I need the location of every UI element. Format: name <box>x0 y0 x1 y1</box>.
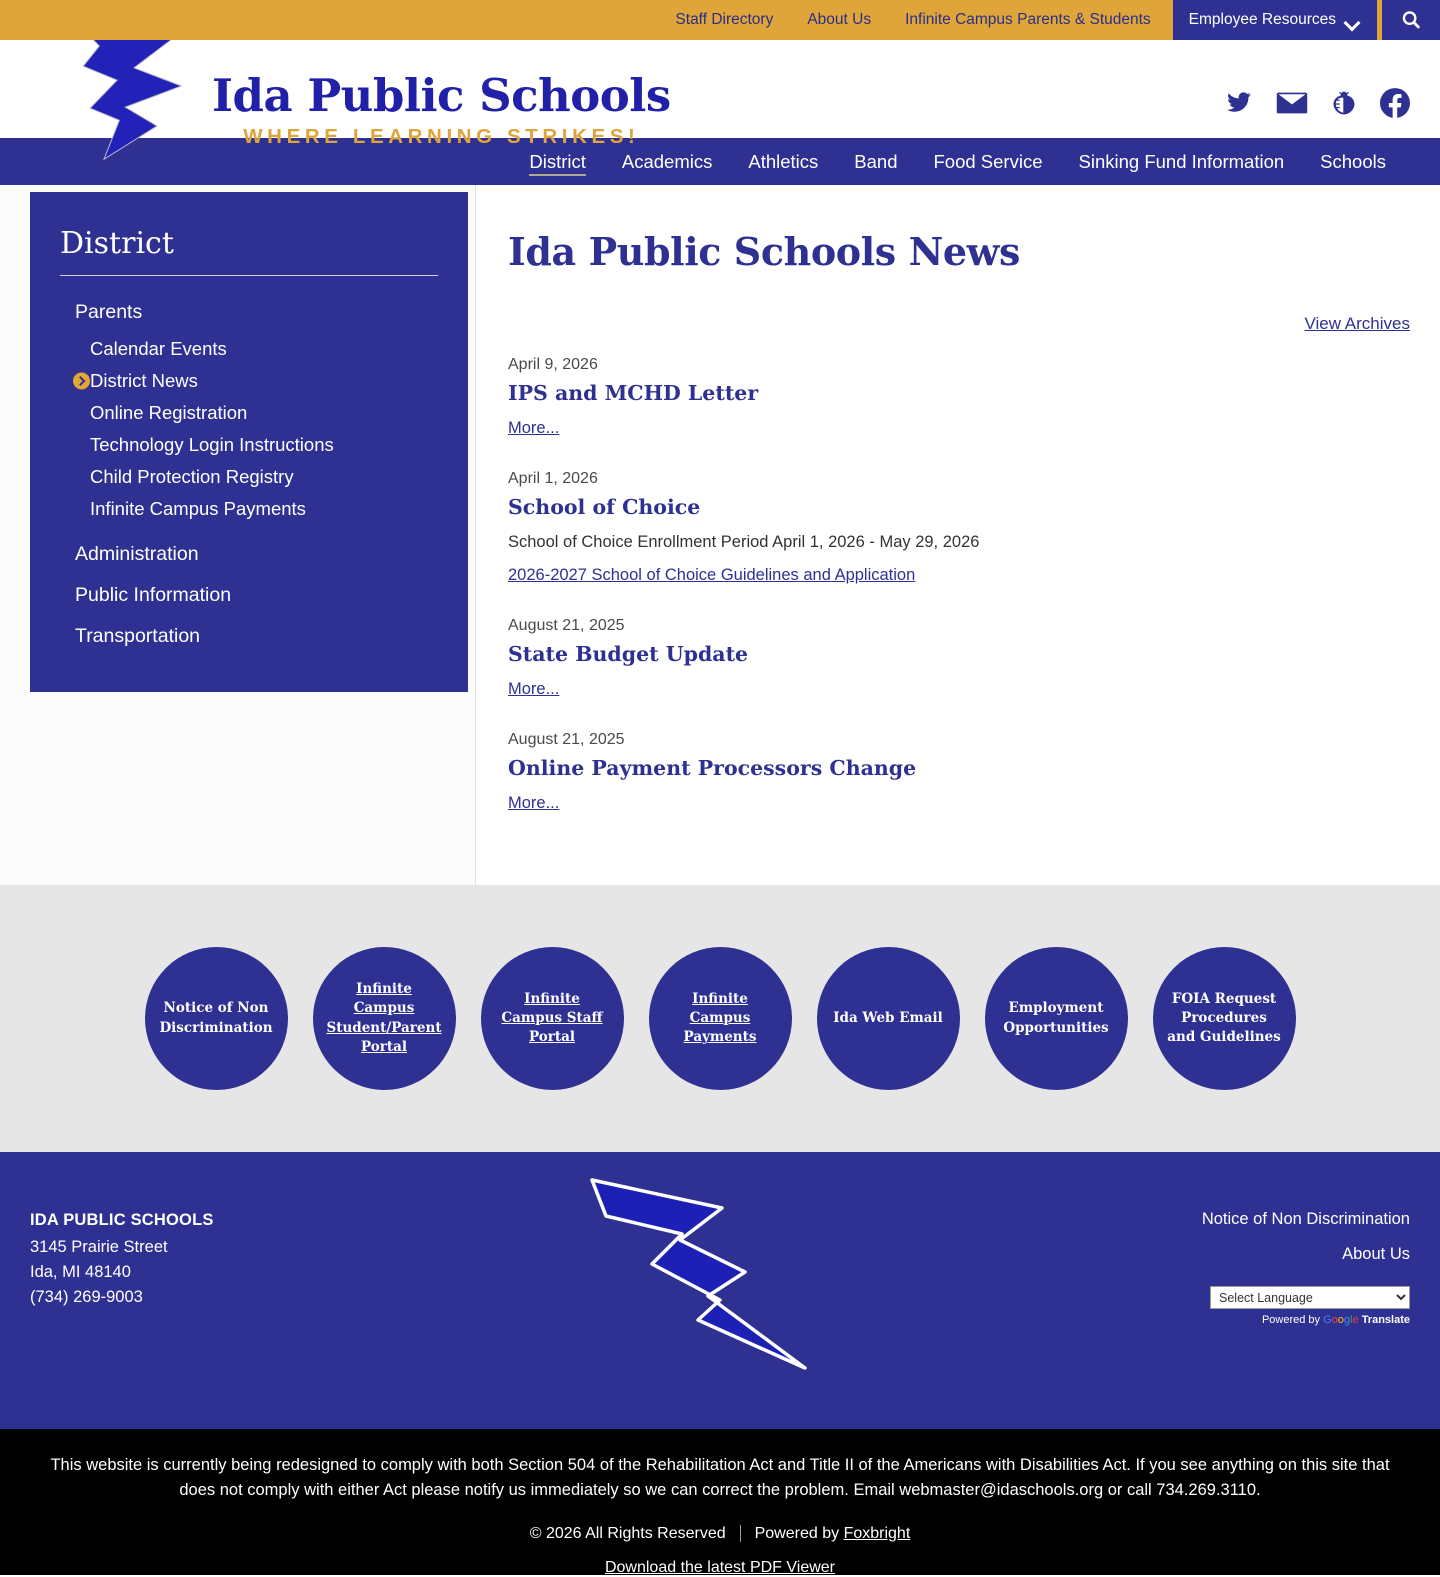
news-item <box>508 731 1410 813</box>
language-select[interactable] <box>1210 1286 1410 1309</box>
utility-link-staff-directory[interactable]: Staff Directory <box>675 11 774 28</box>
employee-resources-label: Employee Resources <box>1188 11 1336 28</box>
news-title-link[interactable]: School of Choice <box>508 495 701 519</box>
news-item <box>508 470 1410 585</box>
nav-item-district[interactable]: District <box>511 138 604 185</box>
quick-link-infinite-campus-staff-portal[interactable] <box>481 947 624 1090</box>
lightning-bolt-icon <box>570 1168 870 1408</box>
infinite-campus-icon[interactable] <box>1330 89 1358 117</box>
sidebar-item-online-registration[interactable]: Online Registration <box>90 402 248 423</box>
sidebar-item-infinite-campus-payments[interactable]: Infinite Campus Payments <box>90 498 306 519</box>
footer-links-column <box>1202 1208 1410 1429</box>
logo-tagline: WHERE LEARNING STRIKES! <box>243 124 640 148</box>
utility-link-infinite-campus-parents-students[interactable]: Infinite Campus Parents & Students <box>905 11 1151 28</box>
quick-link-notice-of-non-discrimination[interactable] <box>145 947 288 1090</box>
twitter-icon[interactable] <box>1224 90 1254 116</box>
site-footer <box>0 1152 1440 1429</box>
news-item <box>508 356 1410 438</box>
news-date: April 1, 2026 <box>508 470 598 487</box>
view-archives-link[interactable]: View Archives <box>1304 314 1410 333</box>
footer-address <box>30 1208 214 1429</box>
news-date: April 9, 2026 <box>508 356 598 373</box>
sidebar-title: District <box>60 226 174 261</box>
footer-city-state-zip: Ida, MI 48140 <box>30 1263 131 1282</box>
footer-phone: (734) 269-9003 <box>30 1288 143 1307</box>
quick-link-ida-web-email[interactable] <box>817 947 960 1090</box>
news-title-link[interactable]: Online Payment Processors Change <box>508 756 917 780</box>
powered-by-label: Powered by <box>754 1524 840 1542</box>
copyright-text: © 2026 All Rights Reserved <box>529 1524 726 1542</box>
news-more-link[interactable]: More... <box>508 419 560 437</box>
quick-link-label: Employment Opportunities <box>1003 1000 1109 1036</box>
quick-link-infinite-campus-payments[interactable] <box>649 947 792 1090</box>
quick-link-label: Ida Web Email <box>833 1009 943 1026</box>
news-date: August 21, 2025 <box>508 731 625 748</box>
news-more-link[interactable]: More... <box>508 794 560 812</box>
utility-link-about-us[interactable]: About Us <box>807 11 872 28</box>
sidebar-divider <box>60 275 438 276</box>
sidebar-item-child-protection-registry[interactable]: Child Protection Registry <box>90 466 294 487</box>
translate-wordmark: Translate <box>1361 1314 1410 1326</box>
footer-link-notice-of-non-discrimination[interactable]: Notice of Non Discrimination <box>1201 1210 1410 1228</box>
sidebar-panel <box>30 192 468 692</box>
chevron-down-icon <box>1346 17 1359 25</box>
footer-street: 3145 Prairie Street <box>30 1238 168 1257</box>
sidebar-item-transportation[interactable]: Transportation <box>75 625 201 647</box>
logo-text-block <box>212 35 671 149</box>
quick-link-label: Infinite Campus Payments <box>683 990 757 1046</box>
nav-item-athletics[interactable]: Athletics <box>748 151 819 172</box>
news-date: August 21, 2025 <box>508 617 625 634</box>
divider <box>740 1525 741 1542</box>
bottom-bar <box>0 1429 1440 1575</box>
main-content <box>476 185 1440 885</box>
sidebar <box>0 185 476 885</box>
news-body: School of Choice Enrollment Period April 1, 2026 - May 29, 2026 <box>508 533 980 551</box>
google-translate-widget <box>1202 1286 1410 1326</box>
powered-by-prefix: Powered by <box>1261 1314 1321 1326</box>
foxbright-link[interactable]: Foxbright <box>843 1524 911 1542</box>
nav-item-food-service[interactable]: Food Service <box>933 151 1043 172</box>
search-button[interactable] <box>1382 0 1440 40</box>
sidebar-item-public-information[interactable]: Public Information <box>75 584 232 606</box>
search-icon <box>1400 9 1422 31</box>
quick-link-employment-opportunities[interactable] <box>985 947 1128 1090</box>
news-title-link[interactable]: State Budget Update <box>508 642 749 666</box>
google-wordmark: Google <box>1323 1314 1359 1326</box>
quick-link-foia-request-procedures-and-guidelines[interactable] <box>1153 947 1296 1090</box>
nav-item-schools[interactable]: Schools <box>1320 151 1386 172</box>
nav-item-band[interactable]: Band <box>854 151 898 172</box>
logo-title: Ida Public Schools <box>212 68 671 122</box>
powered-by-row <box>755 1525 911 1543</box>
nav-item-academics[interactable]: Academics <box>621 151 713 172</box>
quick-link-label: FOIA Request Procedures and Guidelines <box>1167 990 1281 1046</box>
quick-link-label: Infinite Campus Student/Parent Portal <box>326 981 442 1055</box>
utility-bar <box>0 0 1440 40</box>
quick-link-label: Notice of Non Discrimination <box>159 1000 273 1036</box>
copyright-row <box>40 1525 1400 1543</box>
sidebar-spacer <box>30 525 468 534</box>
footer-link-about-us[interactable]: About Us <box>1342 1245 1410 1263</box>
quick-links-section <box>0 885 1440 1152</box>
accessibility-notice: This website is currently being redesigned to comply with both Section 504 of the Rehabilitation Act and Title II of the Americans with Disabilities Act. If you see anything on this site that does not comply with either Act please notify us immediately so we can correct the problem. Email webmaster@idaschools.org or call 734.269.3110. <box>50 1456 1390 1499</box>
nav-item-sinking-fund-information[interactable]: Sinking Fund Information <box>1078 151 1285 172</box>
news-title-link[interactable]: IPS and MCHD Letter <box>508 381 759 405</box>
news-item <box>508 617 1410 699</box>
sidebar-item-calendar-events[interactable]: Calendar Events <box>90 338 227 359</box>
archives-row <box>508 314 1410 334</box>
quick-link-infinite-campus-student-parent-portal[interactable] <box>313 947 456 1090</box>
facebook-icon[interactable] <box>1380 88 1410 118</box>
chevron-right-icon <box>73 373 90 390</box>
utility-links <box>675 0 1172 40</box>
sidebar-item-parents[interactable]: Parents <box>75 301 143 323</box>
page-title: Ida Public Schools News <box>508 229 1020 274</box>
employee-resources-dropdown[interactable] <box>1173 0 1377 40</box>
news-document-link[interactable]: 2026-2027 School of Choice Guidelines and Application <box>508 566 916 584</box>
pdf-viewer-link[interactable]: Download the latest PDF Viewer <box>604 1558 836 1576</box>
quick-link-label: Infinite Campus Staff Portal <box>501 990 603 1046</box>
sidebar-item-label: District News <box>90 370 198 391</box>
page-body <box>0 185 1440 885</box>
email-icon[interactable] <box>1276 90 1308 116</box>
masthead <box>0 40 1440 148</box>
sidebar-item-technology-login-instructions[interactable]: Technology Login Instructions <box>90 434 334 455</box>
news-more-link[interactable]: More... <box>508 680 560 698</box>
sidebar-item-administration[interactable]: Administration <box>75 543 199 565</box>
footer-org-name: IDA PUBLIC SCHOOLS <box>30 1211 214 1229</box>
powered-by-google-translate <box>1202 1314 1410 1326</box>
sidebar-item-district-news[interactable] <box>30 365 468 397</box>
social-links <box>1224 88 1410 118</box>
